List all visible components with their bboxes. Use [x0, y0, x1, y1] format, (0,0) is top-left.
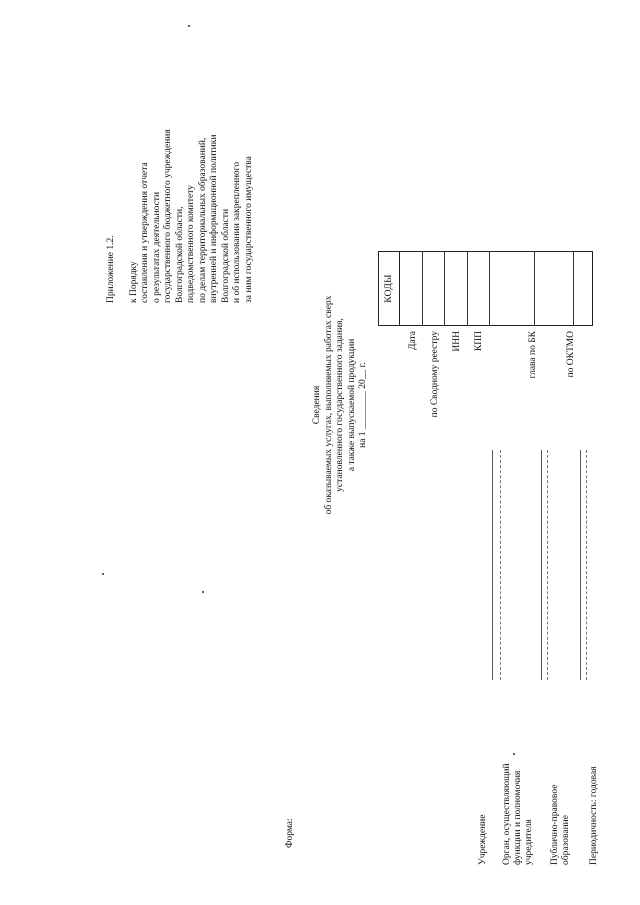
- organ-line[interactable]: [541, 450, 542, 680]
- appendix-line: составления и утверждения отчета: [140, 162, 150, 303]
- code-cell-bk[interactable]: [490, 252, 535, 326]
- code-cell-registry[interactable]: [422, 252, 445, 326]
- appendix-line: Волгоградской области,: [174, 206, 185, 303]
- appendix-line: по делам территориальных образований,: [197, 137, 208, 303]
- label-bk: глава по БК: [528, 331, 538, 379]
- appendix-line: государственного бюджетного учреждения: [163, 129, 173, 303]
- appendix-title: Приложение 1.2.: [106, 235, 116, 303]
- appendix-line: Волгоградской области: [220, 208, 231, 303]
- label-public-1: Публично-правовое: [550, 784, 560, 865]
- label-periodicity: Периодичность: годовая: [589, 766, 599, 865]
- scan-dot: [188, 25, 190, 27]
- label-organ-2: функции и полномочия: [513, 770, 523, 865]
- appendix-block: [106, 129, 255, 303]
- code-cell-inn[interactable]: [445, 252, 468, 326]
- label-organ-3: учредителя: [524, 819, 534, 865]
- organ-dash-line: [500, 450, 501, 680]
- appendix-line: о результатах деятельности: [151, 191, 162, 303]
- heading-date-line: на 1 ________ 20__ г.: [358, 362, 368, 448]
- label-institution: Учреждение: [478, 814, 488, 865]
- institution-line[interactable]: [492, 450, 493, 680]
- heading-line: а также выпускаемой продукции: [346, 338, 357, 472]
- appendix-line: и об использовании закрепленного: [232, 161, 242, 303]
- label-kpp: КПП: [474, 331, 484, 352]
- scan-dot: [102, 573, 104, 575]
- appendix-line: подведомственного комитету: [186, 185, 196, 303]
- public-dash-line: [547, 450, 548, 680]
- codes-header: КОДЫ: [379, 252, 400, 326]
- form-label: Форма:: [285, 818, 295, 848]
- label-organ-1: Орган, осуществляющий: [502, 763, 512, 865]
- label-oktmo: по ОКТМО: [566, 331, 576, 378]
- appendix-line: внутренней и информационной политики: [209, 134, 219, 303]
- heading-title: Сведения: [312, 385, 322, 425]
- scan-dot: [513, 753, 515, 755]
- appendix-line: за ним государственного имущества: [243, 156, 254, 303]
- label-inn: ИНН: [452, 331, 462, 352]
- scan-dot: [202, 591, 204, 593]
- code-cell-period[interactable]: [574, 252, 593, 326]
- heading-line: об оказываемых услугах, выполняемых работах сверх: [323, 295, 334, 515]
- heading-line: установленного государственного задания,: [335, 318, 345, 492]
- public-line[interactable]: [580, 450, 581, 680]
- label-registry: по Сводному реестру: [430, 331, 440, 418]
- code-cell-oktmo[interactable]: [535, 252, 574, 326]
- code-cell-kpp[interactable]: [467, 252, 490, 326]
- period-dash-line: [586, 450, 587, 680]
- codes-table: [378, 251, 593, 326]
- code-cell-date[interactable]: [400, 252, 423, 326]
- appendix-line: к Порядку: [128, 261, 139, 303]
- label-date: Дата: [408, 331, 418, 350]
- label-public-2: образование: [561, 815, 571, 865]
